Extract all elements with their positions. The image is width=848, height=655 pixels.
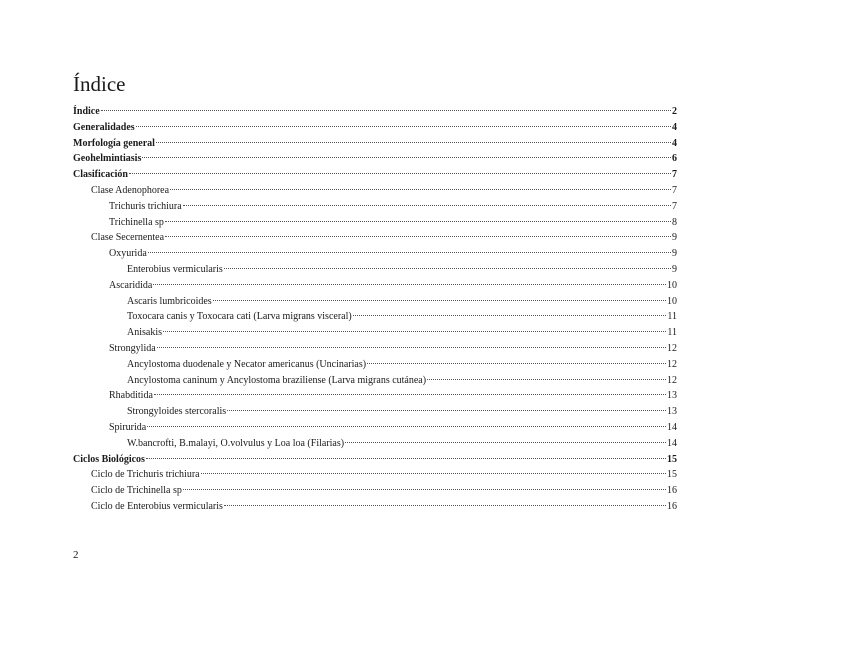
toc-entry[interactable] xyxy=(73,136,677,152)
toc-dot-leader xyxy=(227,410,666,411)
toc-entry[interactable] xyxy=(73,262,677,278)
toc-entry[interactable] xyxy=(73,199,677,215)
page-title: Índice xyxy=(73,72,126,96)
toc-dot-leader xyxy=(142,157,671,158)
toc-entry-label: Ciclos Biológicos xyxy=(73,453,145,465)
toc-dot-leader xyxy=(183,205,671,206)
toc-entry-label: Ancylostoma caninum y Ancylostoma braziliense (Larva migrans cutánea) xyxy=(127,374,427,386)
toc-entry-label: Geohelmintiasis xyxy=(73,153,142,165)
toc-entry[interactable] xyxy=(73,215,677,231)
toc-entry-page: 16 xyxy=(667,485,677,497)
toc-dot-leader xyxy=(165,221,671,222)
toc-entry[interactable] xyxy=(73,467,677,483)
toc-entry-label: Ciclo de Trichuris trichiura xyxy=(91,469,200,481)
toc-entry-label: Clase Secernentea xyxy=(91,232,165,244)
table-of-contents xyxy=(73,104,677,515)
toc-entry-label: Oxyurida xyxy=(109,248,147,260)
toc-entry-label: Clase Adenophorea xyxy=(91,184,170,196)
toc-dot-leader xyxy=(224,505,666,506)
toc-dot-leader xyxy=(156,142,671,143)
toc-entry[interactable] xyxy=(73,499,677,515)
toc-dot-leader xyxy=(183,489,666,490)
toc-entry-page: 8 xyxy=(672,216,677,228)
toc-dot-leader xyxy=(154,394,666,395)
toc-dot-leader xyxy=(165,236,671,237)
toc-entry[interactable] xyxy=(73,309,677,325)
toc-entry[interactable] xyxy=(73,246,677,262)
toc-entry[interactable] xyxy=(73,452,677,468)
toc-entry-page: 12 xyxy=(667,358,677,370)
toc-entry[interactable] xyxy=(73,388,677,404)
toc-dot-leader xyxy=(157,347,666,348)
toc-entry-label: Morfología general xyxy=(73,137,155,149)
toc-entry-label: Ancylostoma duodenale y Necator americanus (Uncinarias) xyxy=(127,358,367,370)
toc-entry-label: Spirurida xyxy=(109,421,147,433)
toc-dot-leader xyxy=(213,300,666,301)
toc-entry-label: Ciclo de Enterobius vermicularis xyxy=(91,500,223,512)
toc-entry-label: Ascaris lumbricoides xyxy=(127,295,212,307)
toc-entry-label: Rhabditida xyxy=(109,390,153,402)
toc-entry-page: 15 xyxy=(667,453,677,465)
toc-entry[interactable] xyxy=(73,325,677,341)
toc-entry-page: 10 xyxy=(667,295,677,307)
toc-entry-page: 14 xyxy=(667,421,677,433)
toc-dot-leader xyxy=(367,363,666,364)
toc-entry-label: Trichuris trichiura xyxy=(109,200,182,212)
toc-entry-page: 16 xyxy=(667,500,677,512)
toc-dot-leader xyxy=(153,284,666,285)
toc-entry-page: 13 xyxy=(667,406,677,418)
toc-entry-page: 15 xyxy=(667,469,677,481)
toc-dot-leader xyxy=(201,473,666,474)
toc-entry-page: 4 xyxy=(672,137,677,149)
toc-entry-label: Índice xyxy=(73,106,100,117)
toc-entry[interactable] xyxy=(73,104,677,120)
toc-entry[interactable] xyxy=(73,278,677,294)
toc-entry-label: Anisakis xyxy=(127,327,162,339)
toc-entry-page: 7 xyxy=(672,169,677,181)
toc-entry-page: 9 xyxy=(672,248,677,260)
toc-entry-label: Trichinella sp xyxy=(109,216,164,228)
toc-entry[interactable] xyxy=(73,151,677,167)
toc-entry-label: Strongyloides stercoralis xyxy=(127,406,227,418)
toc-dot-leader xyxy=(427,379,666,380)
toc-entry[interactable] xyxy=(73,404,677,420)
toc-entry[interactable] xyxy=(73,120,677,136)
toc-entry-page: 4 xyxy=(672,121,677,133)
toc-entry-label: Ascaridida xyxy=(109,279,153,291)
toc-entry-page: 9 xyxy=(672,232,677,244)
toc-entry-label: Generalidades xyxy=(73,121,135,133)
toc-dot-leader xyxy=(224,268,671,269)
toc-entry[interactable] xyxy=(73,294,677,310)
toc-dot-leader xyxy=(163,331,666,332)
toc-entry-label: Ciclo de Trichinella sp xyxy=(91,485,182,497)
toc-entry[interactable] xyxy=(73,341,677,357)
toc-entry-label: Strongylida xyxy=(109,342,156,354)
toc-entry[interactable] xyxy=(73,436,677,452)
toc-entry-page: 12 xyxy=(667,342,677,354)
toc-dot-leader xyxy=(101,110,671,111)
toc-dot-leader xyxy=(353,315,667,316)
toc-entry[interactable] xyxy=(73,167,677,183)
toc-entry-page: 14 xyxy=(667,437,677,449)
toc-entry-page: 2 xyxy=(672,106,677,117)
toc-entry-page: 10 xyxy=(667,279,677,291)
toc-entry[interactable] xyxy=(73,483,677,499)
toc-dot-leader xyxy=(147,426,666,427)
toc-entry-page: 11 xyxy=(667,311,677,323)
toc-entry[interactable] xyxy=(73,230,677,246)
toc-dot-leader xyxy=(146,458,666,459)
toc-entry-page: 9 xyxy=(672,263,677,275)
toc-entry-page: 7 xyxy=(672,184,677,196)
toc-entry-page: 7 xyxy=(672,200,677,212)
page-number: 2 xyxy=(73,549,79,561)
toc-entry-label: Clasificación xyxy=(73,169,128,181)
toc-entry[interactable] xyxy=(73,373,677,389)
toc-dot-leader xyxy=(136,126,671,127)
toc-dot-leader xyxy=(345,442,666,443)
toc-entry-label: Enterobius vermicularis xyxy=(127,263,223,275)
toc-dot-leader xyxy=(148,252,671,253)
toc-entry-label: Toxocara canis y Toxocara cati (Larva migrans visceral) xyxy=(127,311,352,323)
toc-entry-page: 12 xyxy=(667,374,677,386)
toc-entry-label: W.bancrofti, B.malayi, O.volvulus y Loa loa (Filarias) xyxy=(127,437,345,449)
toc-entry-page: 6 xyxy=(672,153,677,165)
toc-entry[interactable] xyxy=(73,357,677,373)
toc-dot-leader xyxy=(170,189,671,190)
toc-entry[interactable] xyxy=(73,420,677,436)
toc-entry-page: 13 xyxy=(667,390,677,402)
toc-dot-leader xyxy=(129,173,671,174)
toc-entry-page: 11 xyxy=(667,327,677,339)
toc-entry[interactable] xyxy=(73,183,677,199)
